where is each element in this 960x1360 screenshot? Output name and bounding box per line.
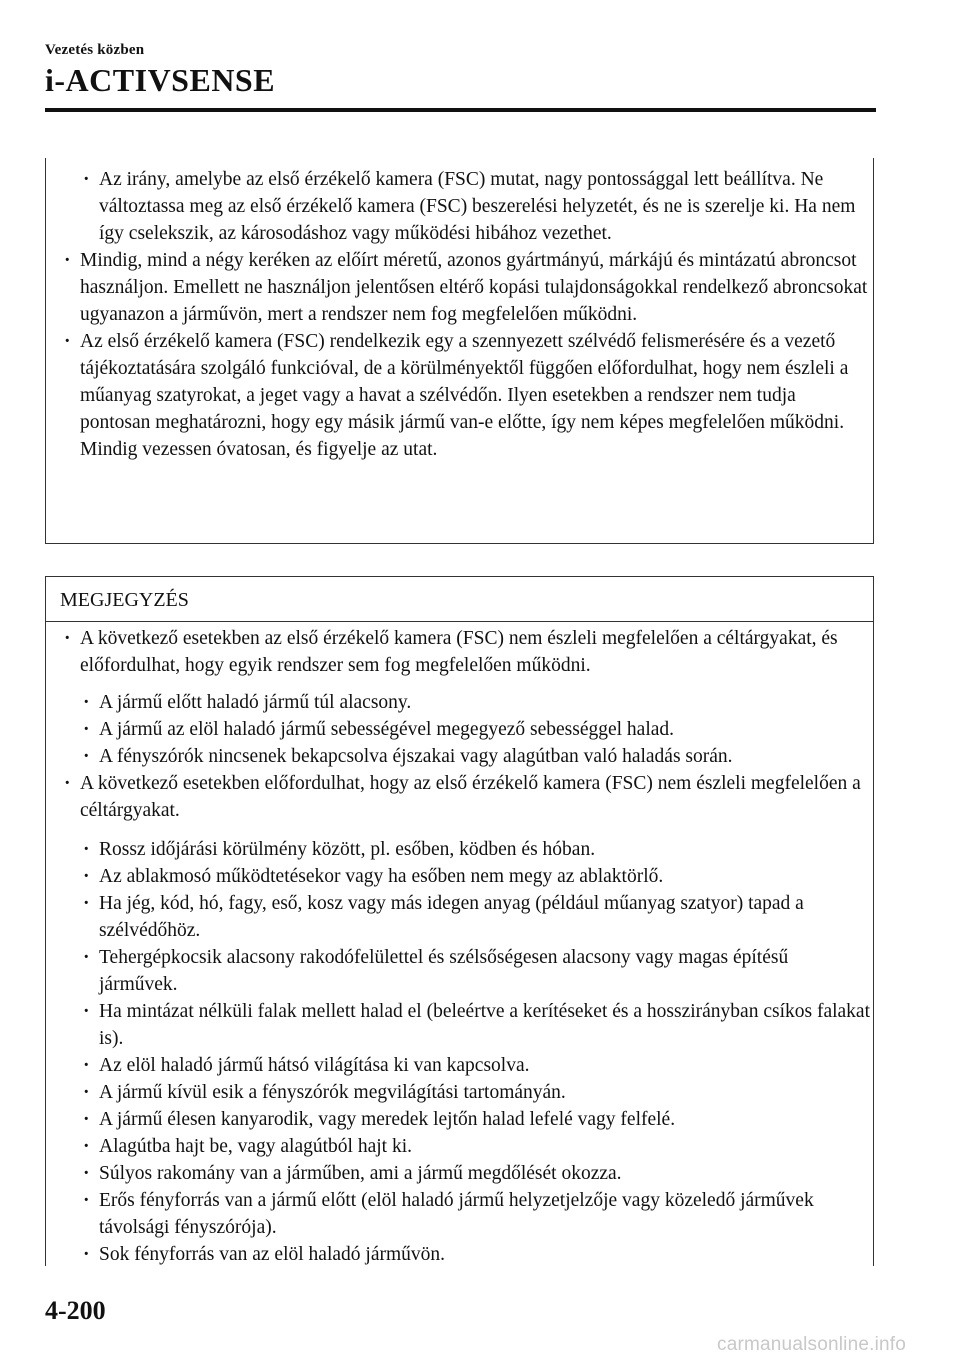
note-sub-list — [99, 689, 870, 770]
note-sub-item: · Ha mintázat nélküli falak mellett halad el (beleértve a kerítéseket és a hosszirányban csíkos falakat is). — [99, 998, 870, 1052]
note-sub-item: · A jármű előtt haladó jármű túl alacsony. — [99, 689, 870, 716]
warning-box — [45, 158, 874, 544]
note-sub-item: · Alagútba hajt be, vagy alagútból hajt ki. — [99, 1133, 870, 1160]
note-box — [45, 576, 874, 1266]
note-sub-item: · Az elöl haladó jármű hátsó világítása ki van kapcsolva. — [99, 1052, 870, 1079]
note-sub-item: · A fényszórók nincsenek bekapcsolva éjszakai vagy alagútban való haladás során. — [99, 743, 870, 770]
note-sub-item: · Rossz időjárási körülmény között, pl. esőben, ködben és hóban. — [99, 836, 870, 863]
note-sub-item: · Tehergépkocsik alacsony rakodófelülettel és szélsőségesen alacsony vagy magas építésű járművek. — [99, 944, 870, 998]
note-item — [80, 625, 870, 770]
chapter-title: i-ACTIVSENSE — [45, 62, 276, 98]
note-sub-item: · A jármű kívül esik a fényszórók megvilágítási tartományán. — [99, 1079, 870, 1106]
note-sub-item: · Ha jég, kód, hó, fagy, eső, kosz vagy más idegen anyag (például műanyag szatyor) tapad a szélvédőhöz. — [99, 890, 870, 944]
warning-item: · Az irány, amelybe az első érzékelő kamera (FSC) mutat, nagy pontossággal lett beállítva. Ne változtassa meg az első érzékelő kamera (FSC) beszerelési helyzetét, és ne is szerelje ki. Ha nem így cselekszik, az károsodáshoz vagy működési hibához vezethet. — [99, 166, 869, 247]
watermark: carmanualsonline.info — [717, 1334, 907, 1355]
note-sub-item: · Súlyos rakomány van a járműben, ami a jármű megdőlését okozza. — [99, 1160, 870, 1187]
note-list — [80, 625, 870, 1268]
note-sub-item: · Sok fényforrás van az elöl haladó járművön. — [99, 1241, 870, 1268]
note-sub-item: · A jármű az elöl haladó jármű sebességével megegyező sebességgel halad. — [99, 716, 870, 743]
note-heading: MEGJEGYZÉS — [46, 577, 873, 622]
note-sub-item: · Erős fényforrás van a jármű előtt (elöl haladó jármű helyzetjelzője vagy közeledő járművek távolsági fényszórója). — [99, 1187, 870, 1241]
warning-list — [80, 166, 870, 463]
warning-item: · Mindig, mind a négy keréken az előírt méretű, azonos gyártmányú, márkájú és mintázatú abroncsot használjon. Emellett ne használjon jelentősen eltérő kopási tulajdonságokkal rendelkező abroncsokat ugyanazon a járművön, mert a rendszer nem fog megfelelően működni. — [80, 247, 870, 328]
header-divider — [45, 108, 876, 112]
section-label: Vezetés közben — [45, 42, 145, 58]
warning-item: · Az első érzékelő kamera (FSC) rendelkezik egy a szennyezett szélvédő felismerésére és a vezető tájékoztatására szolgáló funkcióval, de a körülményektől függően előfordulhat, hogy nem észleli a műanyag szatyrokat, a jeget vagy a havat a szélvédőn. Ilyen esetekben a rendszer nem tudja pontosan meghatározni, hogy egy másik jármű van-e előtte, így nem képes megfelelően működni. Mindig vezessen óvatosan, és figyelje az utat. — [80, 328, 870, 463]
note-sub-item: · A jármű élesen kanyarodik, vagy meredek lejtőn halad lefelé vagy felfelé. — [99, 1106, 870, 1133]
note-sub-list — [99, 836, 870, 1268]
note-sub-item: · Az ablakmosó működtetésekor vagy ha esőben nem megy az ablaktörlő. — [99, 863, 870, 890]
note-item-text: A következő esetekben előfordulhat, hogy az első érzékelő kamera (FSC) nem észleli megfelelően a céltárgyakat. — [80, 773, 861, 821]
note-item — [80, 770, 870, 1268]
note-item-text: A következő esetekben az első érzékelő kamera (FSC) nem észleli megfelelően a céltárgyakat, és előfordulhat, hogy egyik rendszer sem fog megfelelően működni. — [80, 628, 838, 676]
page-number: 4-200 — [45, 1296, 106, 1325]
